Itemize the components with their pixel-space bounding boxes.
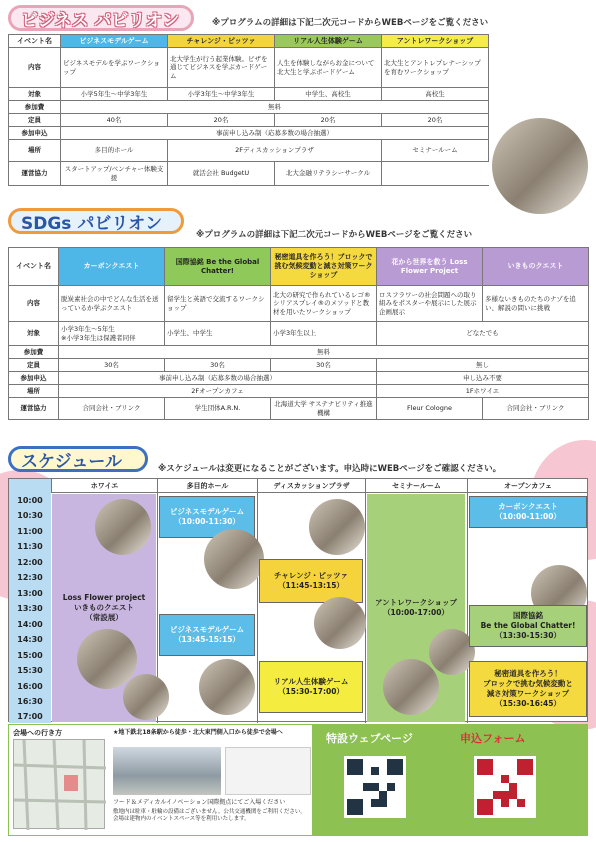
time-label: 10:00 (17, 496, 43, 505)
cell: 小学3年生以上 (271, 322, 377, 346)
cell: 北大生とアントレプレナーシップを育むワークショップ (382, 48, 489, 88)
row-label: 定員 (9, 359, 59, 372)
cell: 無し (377, 359, 589, 372)
block-carbon (469, 496, 587, 528)
event-photo (309, 499, 365, 555)
block-line: 国際協銘 (513, 610, 543, 620)
cell: セミナールーム (382, 140, 489, 162)
event-photo (314, 597, 366, 649)
cell: 小学5年生～中学3年生 (61, 88, 168, 101)
row-label: 参加費 (9, 101, 61, 114)
event-photo (123, 674, 169, 720)
cell: 30名 (59, 359, 165, 372)
event-photo (95, 499, 151, 555)
cell: 高校生 (382, 88, 489, 101)
row-label: 参加申込 (9, 127, 61, 140)
event-photo (77, 629, 137, 689)
event-photo (492, 118, 588, 214)
cell: 40名 (61, 114, 168, 127)
business-table (8, 34, 489, 186)
cell: スタートアップ/ベンチャー体験支援 (61, 162, 168, 186)
col-hall: 多目的ホール (157, 479, 257, 493)
qr-code-form[interactable] (474, 756, 536, 818)
access-panel (8, 724, 313, 836)
header-pizza: チャレンジ・ピッツァ (168, 35, 275, 48)
time-label: 14:30 (17, 635, 43, 644)
cell: 20名 (275, 114, 382, 127)
access-note-2: フード＆メディカルイノベーション国際拠点にてご入場ください (113, 799, 286, 806)
block-line: （10:00-17:00） (383, 608, 449, 617)
cell: 20名 (168, 114, 275, 127)
building-photo (113, 747, 221, 795)
business-note: ※プログラムの詳細は下記二次元コードからWEBページをご覧ください (212, 18, 489, 28)
cell: 30名 (165, 359, 271, 372)
row-label: 定員 (9, 114, 61, 127)
cell: ロスフラワーの社会問題への取り組みをポスターや展示にした展示企画展示 (377, 286, 483, 322)
cell: 1Fホワイエ (377, 385, 589, 398)
cell: 申し込み不要 (377, 372, 589, 385)
cell: Fleur Cologne (377, 398, 483, 420)
access-title: 会場への行き方 (13, 729, 62, 737)
cell: 合同会社・ブリンク (59, 398, 165, 420)
header-global: 国際協銘 Be the Global Chatter! (165, 248, 271, 286)
col-seminar: セミナールーム (365, 479, 467, 493)
cell: 2Fディスカッションプラザ (168, 140, 382, 162)
header-secret: 秘密道具を作ろう！ブロックで挑む気候変動と減さ対策ワークショップ (271, 248, 377, 286)
time-label: 14:00 (17, 620, 43, 629)
schedule-title: スケジュール (8, 446, 148, 472)
cell: 中学生、高校生 (275, 88, 382, 101)
cell: 小学3年生～5年生 ※小学3年生は保護者同伴 (59, 322, 165, 346)
time-label: 16:00 (17, 682, 43, 691)
time-label: 12:30 (17, 573, 43, 582)
header-ikimono: いきものクエスト (483, 248, 589, 286)
time-label: 13:30 (17, 604, 43, 613)
block-line: いきものクエスト (74, 602, 134, 612)
cell: 30名 (271, 359, 377, 372)
cell: 20名 (382, 114, 489, 127)
cell: 事前申し込み制（応募多数の場合抽選） (61, 127, 489, 140)
cell: 無料 (59, 346, 589, 359)
block-line: Loss Flower project (62, 592, 146, 602)
block-line: ブロックで挑む気候変動と (483, 678, 573, 688)
cell: 事前申し込み制（応募多数の場合抽選） (59, 372, 377, 385)
time-label: 15:30 (17, 666, 43, 675)
time-label: 11:30 (17, 542, 43, 551)
row-label: 内容 (9, 48, 61, 88)
block-secret (469, 661, 587, 717)
block-line: 秘密道具を作ろう！ (494, 668, 562, 678)
row-label: 運営協力 (9, 162, 61, 186)
header-bizmodel: ビジネスモデルゲーム (61, 35, 168, 48)
cell: 北大の研究で作られているレゴ®シリアスプレイ®のメソッドと教材を用いたワークショップ (271, 286, 377, 322)
block-life (259, 661, 363, 713)
cell (382, 162, 489, 186)
cell: 小学生、中学生 (165, 322, 271, 346)
block-line: （10:00-11:30） (174, 517, 240, 526)
cell: 脱炭素社会の中でどんな生活を送っているか学ぶクエスト (59, 286, 165, 322)
block-line: （15:30-16:45） (495, 699, 561, 709)
header-lossflower: 花から世界を救う Loss Flower Project (377, 248, 483, 286)
cell: ビジネスモデルを学ぶワークショップ (61, 48, 168, 88)
access-note-1: ★地下鉄北18条駅から徒歩・北大東門側入口から徒歩で会場へ (113, 729, 283, 736)
access-map (13, 739, 105, 829)
block-global (469, 605, 587, 647)
time-label: 15:00 (17, 651, 43, 660)
sdgs-note: ※プログラムの詳細は下記二次元コードからWEBページをご覧ください (196, 230, 473, 240)
block-line: Be the Global Chatter! (480, 620, 576, 630)
qr-icon (347, 759, 403, 815)
row-label: 対象 (9, 88, 61, 101)
time-label: 12:00 (17, 558, 43, 567)
block-bizmodel-2 (159, 614, 255, 656)
time-label: 10:30 (17, 511, 43, 520)
block-line: ビジネスモデルゲーム (169, 506, 245, 516)
row-label: 内容 (9, 286, 59, 322)
cell: 無料 (61, 101, 489, 114)
cell: どなたでも (377, 322, 589, 346)
block-pizza (259, 559, 363, 603)
cell: 多目的ホール (61, 140, 168, 162)
cell: 人生を体験しながらお金について北大生と学ぶボードゲーム (275, 48, 382, 88)
header-life: リアル人生体験ゲーム (275, 35, 382, 48)
event-photo (199, 659, 255, 715)
sdgs-pavilion-title: SDGs パビリオン (8, 208, 184, 234)
schedule-note: ※スケジュールは変更になることがございます。申込時にWEBページをご確認ください。 (158, 464, 502, 474)
cell: 多様ないきものたちのナゾを追い、解説の問いに挑戦 (483, 286, 589, 322)
time-label: 13:00 (17, 589, 43, 598)
time-label: 17:00 (17, 712, 43, 721)
header-carbon: カーボンクエスト (59, 248, 165, 286)
cell: 留学生と英語で交流するワークショップ (165, 286, 271, 322)
col-plaza: ディスカッションプラザ (257, 479, 365, 493)
cell: 合同会社・ブリンク (483, 398, 589, 420)
block-line: カーボンクエスト (498, 501, 558, 511)
block-line: リアル人生体験ゲーム (273, 676, 349, 686)
cell: 北大金融リテラシーサークル (275, 162, 382, 186)
block-line: （11:45-13:15） (278, 581, 344, 590)
block-line: （常設展） (85, 613, 123, 623)
cell: 北大学生が行う起業体験。ピザを通じてビジネスを学ぶカードゲーム (168, 48, 275, 88)
cell: 就活会社 BudgetU (168, 162, 275, 186)
block-line: アントレワークショップ (374, 597, 458, 607)
block-line: （15:30-17:00） (278, 687, 344, 696)
cell: 学生団体A.R.N. (165, 398, 271, 420)
row-label: 運営協力 (9, 398, 59, 420)
block-line: ビジネスモデルゲーム (169, 624, 245, 634)
cell: 北海道大学 サステナビリティ推進機構 (271, 398, 377, 420)
row-label: 参加費 (9, 346, 59, 359)
time-label: 11:00 (17, 527, 43, 536)
block-line: （13:30-15:30） (495, 631, 561, 641)
header-event: イベント名 (9, 248, 59, 286)
web-label: 特設ウェブページ (326, 732, 413, 745)
row-label: 参加申込 (9, 372, 59, 385)
footer (8, 724, 588, 836)
header-entre: アントレワークショップ (382, 35, 489, 48)
floor-map (225, 747, 311, 795)
cell: 小学3年生～中学3年生 (168, 88, 275, 101)
business-pavilion-title: ビジネス パビリオン (8, 5, 194, 31)
block-line: （10:00-11:00） (495, 512, 561, 521)
sdgs-table (8, 247, 589, 420)
event-photo (383, 659, 439, 715)
row-label: 対象 (9, 322, 59, 346)
time-label: 16:30 (17, 697, 43, 706)
header-event: イベント名 (9, 35, 61, 48)
map-icon (14, 740, 106, 830)
col-foyer: ホワイエ (51, 479, 157, 493)
row-label: 場所 (9, 385, 59, 398)
access-note-3: 敷地内は駐車・駐輪の設備はございません。公共交通機関をご利用ください。会場は建物内のイベントスペース等を利用いたします。 (113, 809, 306, 823)
col-cafe: オープンカフェ (467, 479, 588, 493)
block-line: チャレンジ・ピッツァ (273, 570, 349, 580)
schedule-grid (8, 478, 588, 722)
form-label: 申込フォーム (460, 732, 526, 745)
block-line: 減さ対策ワークショップ (486, 689, 570, 698)
qr-icon (477, 759, 533, 815)
cell: 2Fオープンカフェ (59, 385, 377, 398)
row-label: 場所 (9, 140, 61, 162)
block-line: （13:45-15:15） (174, 635, 240, 644)
event-photo (204, 529, 264, 589)
qr-code-web[interactable] (344, 756, 406, 818)
